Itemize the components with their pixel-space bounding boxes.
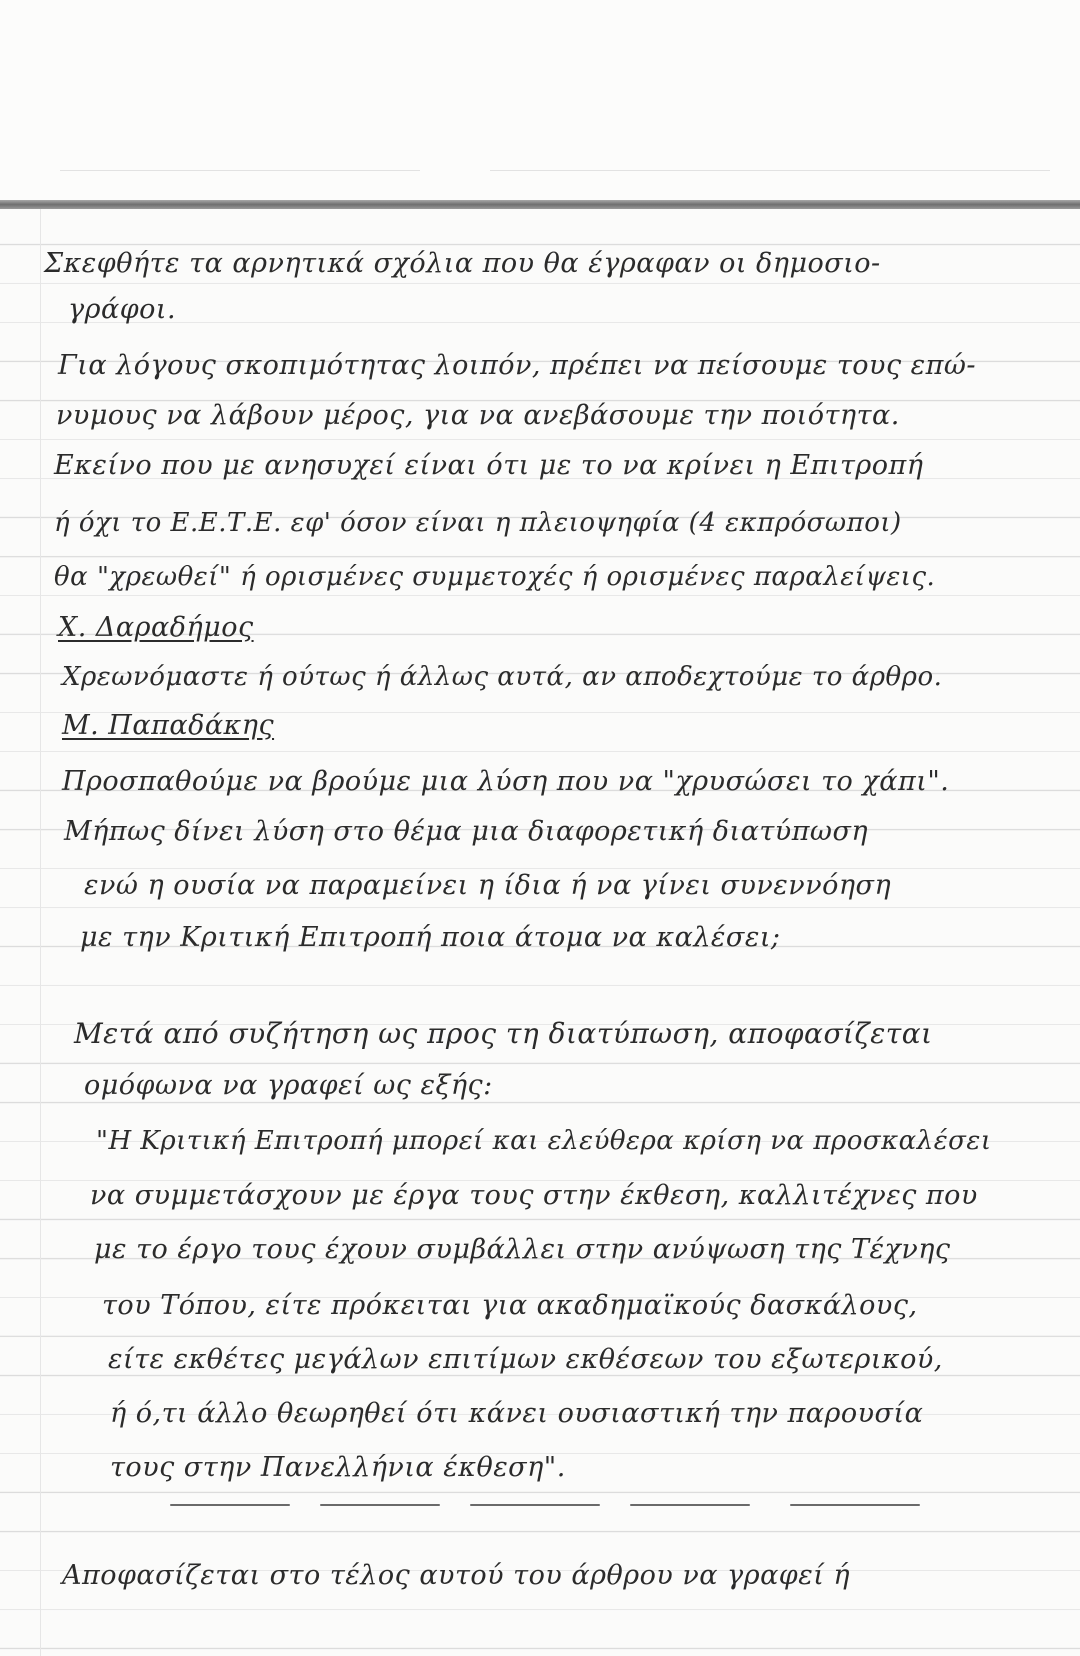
text-line: με την Κριτική Επιτροπή ποια άτομα να καλέσει; bbox=[80, 922, 781, 953]
text-line: του Τόπου, είτε πρόκειται για ακαδημαϊκούς δασκάλους, bbox=[102, 1290, 918, 1321]
separator-stroke bbox=[470, 1504, 600, 1506]
text-line: Μετά από συζήτηση ως προς τη διατύπωση, αποφασίζεται bbox=[74, 1017, 933, 1050]
text-line: ή ό,τι άλλο θεωρηθεί ότι κάνει ουσιαστική την παρουσία bbox=[110, 1398, 924, 1429]
text-line: Εκείνο που με ανησυχεί είναι ότι με το να κρίνει η Επιτροπή bbox=[54, 450, 924, 481]
faint-rule bbox=[60, 170, 420, 171]
speaker-name: Μ. Παπαδάκης bbox=[62, 710, 275, 741]
text-line: θα "χρεωθεί" ή ορισμένες συμμετοχές ή ορισμένες παραλείψεις. bbox=[54, 562, 936, 592]
text-line: Σκεφθήτε τα αρνητικά σχόλια που θα έγραφαν οι δημοσιο- bbox=[44, 248, 881, 279]
text-line: Για λόγους σκοπιμότητας λοιπόν, πρέπει να πείσουμε τους επώ- bbox=[58, 350, 977, 381]
text-line: ενώ η ουσία να παραμείνει η ίδια ή να γίνει συνεννόηση bbox=[84, 870, 892, 901]
text-line: Προσπαθούμε να βρούμε μια λύση που να "χρυσώσει το χάπι". bbox=[62, 766, 950, 797]
text-line: Μήπως δίνει λύση στο θέμα μια διαφορετική διατύπωση bbox=[64, 816, 869, 847]
header-rule bbox=[0, 200, 1080, 209]
separator-stroke bbox=[170, 1504, 290, 1506]
text-line: ή όχι το Ε.Ε.Τ.Ε. εφ' όσον είναι η πλειοψηφία (4 εκπρόσωποι) bbox=[54, 508, 902, 538]
text-line: με το έργο τους έχουν συμβάλλει στην ανύψωση της Τέχνης bbox=[94, 1234, 951, 1265]
text-line: να συμμετάσχουν με έργα τους στην έκθεση, καλλιτέχνες που bbox=[90, 1180, 978, 1211]
text-line: "Η Κριτική Επιτροπή μπορεί και ελεύθερα κρίση να προσκαλέσει bbox=[96, 1126, 992, 1156]
separator-stroke bbox=[630, 1504, 750, 1506]
text-line: γράφοι. bbox=[68, 294, 177, 325]
faint-rule bbox=[490, 170, 1050, 171]
separator-stroke bbox=[790, 1504, 920, 1506]
text-line: τους στην Πανελλήνια έκθεση". bbox=[110, 1452, 566, 1483]
separator-stroke bbox=[320, 1504, 440, 1506]
text-line: νυμους να λάβουν μέρος, για να ανεβάσουμε την ποιότητα. bbox=[56, 400, 900, 431]
speaker-name: Χ. Δαραδήμος bbox=[58, 612, 254, 643]
text-line: Χρεωνόμαστε ή ούτως ή άλλως αυτά, αν αποδεχτούμε το άρθρο. bbox=[62, 662, 943, 692]
text-line: Αποφασίζεται στο τέλος αυτού του άρθρου να γραφεί ή bbox=[62, 1560, 851, 1591]
text-line: ομόφωνα να γραφεί ως εξής: bbox=[84, 1070, 493, 1101]
margin-line bbox=[40, 209, 41, 1656]
text-line: είτε εκθέτες μεγάλων επιτίμων εκθέσεων του εξωτερικού, bbox=[108, 1344, 943, 1375]
